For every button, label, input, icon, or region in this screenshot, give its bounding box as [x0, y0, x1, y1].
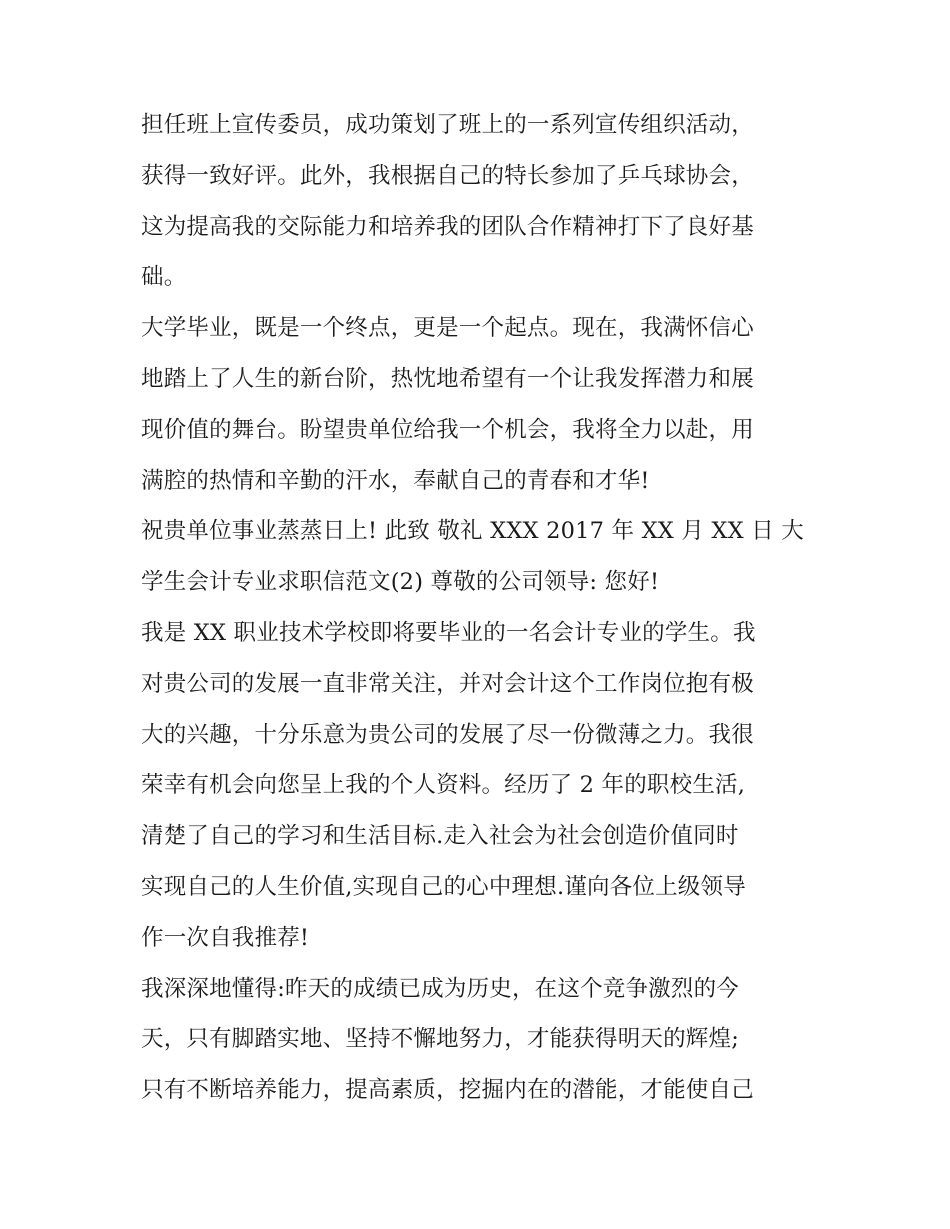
text-line: 地踏上了人生的新台阶，热忱地希望有一个让我发挥潜力和展: [141, 365, 754, 392]
text-line: 对贵公司的发展一直非常关注，并对会计这个工作岗位抱有极: [141, 670, 754, 697]
text-line: 祝贵单位事业蒸蒸日上! 此致 敬礼 XXX 2017 年 XX 月 XX 日 大: [141, 518, 804, 545]
text-line: 天，只有脚踏实地、坚持不懈地努力，才能获得明天的辉煌;: [141, 1026, 739, 1053]
text-line: 清楚了自己的学习和生活目标.走入社会为社会创造价值同时: [141, 823, 739, 850]
text-line: 大学毕业，既是一个终点，更是一个起点。现在，我满怀信心: [141, 315, 754, 342]
text-line: 实现自己的人生价值,实现自己的心中理想.谨向各位上级领导: [141, 873, 746, 900]
text-line: 作一次自我推荐!: [141, 924, 310, 951]
text-line: 我是 XX 职业技术学校即将要毕业的一名会计专业的学生。我: [141, 619, 756, 646]
text-line: 担任班上宣传委员，成功策划了班上的一系列宣传组织活动，: [141, 112, 754, 138]
text-line: 荣幸有机会向您呈上我的个人资料。经历了 2 年的职校生活,: [141, 772, 746, 799]
text-line: 这为提高我的交际能力和培养我的团队合作精神打下了良好基: [141, 213, 754, 240]
text-line: 满腔的热情和辛勤的汗水，奉献自己的青春和才华!: [141, 467, 650, 494]
text-line: 获得一致好评。此外，我根据自己的特长参加了乒乓球协会，: [141, 162, 754, 189]
text-line: 现价值的舞台。盼望贵单位给我一个机会，我将全力以赴，用: [141, 416, 754, 443]
text-line: 只有不断培养能力，提高素质，挖掘内在的潜能，才能使自己: [141, 1077, 754, 1104]
text-line: 大的兴趣，十分乐意为贵公司的发展了尽一份微薄之力。我很: [141, 721, 754, 748]
document-body: [141, 100, 821, 1116]
text-line: 我深深地懂得:昨天的成绩已成为历史，在这个竞争激烈的今: [141, 975, 739, 1002]
text-line: 础。: [141, 264, 187, 291]
text-line: 学生会计专业求职信范文(2) 尊敬的公司领导: 您好!: [141, 569, 660, 596]
